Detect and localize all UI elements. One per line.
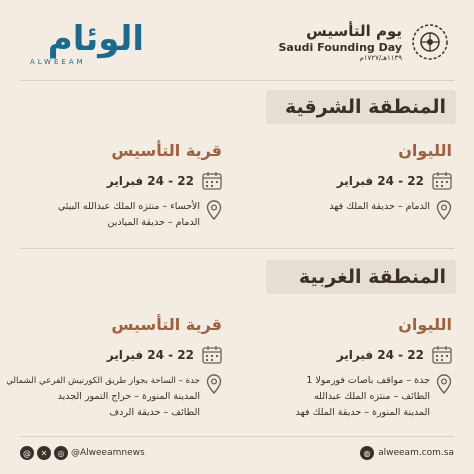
social-links [20,446,145,460]
alweeam-logo [24,19,144,72]
venue-name: قرية التأسيس [111,315,222,334]
region-title-eastern: المنطقة الشرقية [266,90,456,124]
founding-day-english: Saudi Founding Day [278,41,402,54]
footer-divider [20,436,454,437]
website-link[interactable] [360,446,454,460]
founding-day-arabic: يوم التأسيس [306,22,402,40]
calendar-icon [202,346,222,364]
date-row [22,170,222,192]
location-line: الدمام – حديقة الميادين [107,217,200,228]
alweeam-logo-arabic: الوئام [47,19,144,59]
venue-name: الليوان [398,141,452,160]
location-line: المدينة المنورة – حراج التمور الجديد [57,391,200,402]
location-line: جدة – الساحة بجوار طريق الكورنيش الفرعي الشمالي [6,376,200,386]
location-line: جدة – مواقف باصات فورمولا 1 [306,375,430,386]
location-pin-icon [206,200,222,220]
location-row [252,374,452,420]
venue-western-village [6,314,222,420]
event-date: 22 - 24 فبراير [336,348,424,362]
location-row [22,200,222,230]
calendar-icon [432,172,452,190]
date-row [252,344,452,366]
calendar-icon [432,346,452,364]
date-row [22,344,222,366]
location-pin-icon [436,200,452,220]
location-row [252,200,452,220]
location-line: الطائف – منتزه الملك عبدالله [313,391,430,402]
threads-icon[interactable]: @ [20,446,34,460]
venue-name: الليوان [398,315,452,334]
location-line: الدمام – حديقة الملك فهد [329,201,430,212]
venue-eastern-liwan [252,140,452,220]
globe-icon: ◍ [360,446,374,460]
event-date: 22 - 24 فبراير [106,348,194,362]
x-icon[interactable]: ✕ [37,446,51,460]
founding-day-logo [274,22,450,66]
location-line: المدينة المنورة – حديقة الملك فهد [295,407,430,418]
location-line: الطائف – حديقة الردف [109,407,200,418]
header-divider [20,80,454,81]
founding-seal-icon [410,22,450,62]
event-date: 22 - 24 فبراير [106,174,194,188]
region-divider [20,248,454,249]
website-url[interactable]: alweeam.com.sa [378,448,454,458]
social-handle[interactable]: @Alweeamnews [71,448,145,458]
location-pin-icon [206,374,222,394]
venue-name: قرية التأسيس [111,141,222,160]
venue-eastern-village [22,140,222,230]
location-row [6,374,222,420]
venue-western-liwan [252,314,452,420]
alweeam-logo-english: ALWEEAM [30,58,86,66]
event-date: 22 - 24 فبراير [336,174,424,188]
location-pin-icon [436,374,452,394]
date-row [252,170,452,192]
founding-day-year: ١١٣٩هـ/١٧٢٧م [359,54,402,62]
calendar-icon [202,172,222,190]
region-title-western: المنطقة الغربية [266,260,456,294]
instagram-icon[interactable]: ◎ [54,446,68,460]
location-line: الأحساء – منتزه الملك عبدالله البيئي [57,201,200,212]
